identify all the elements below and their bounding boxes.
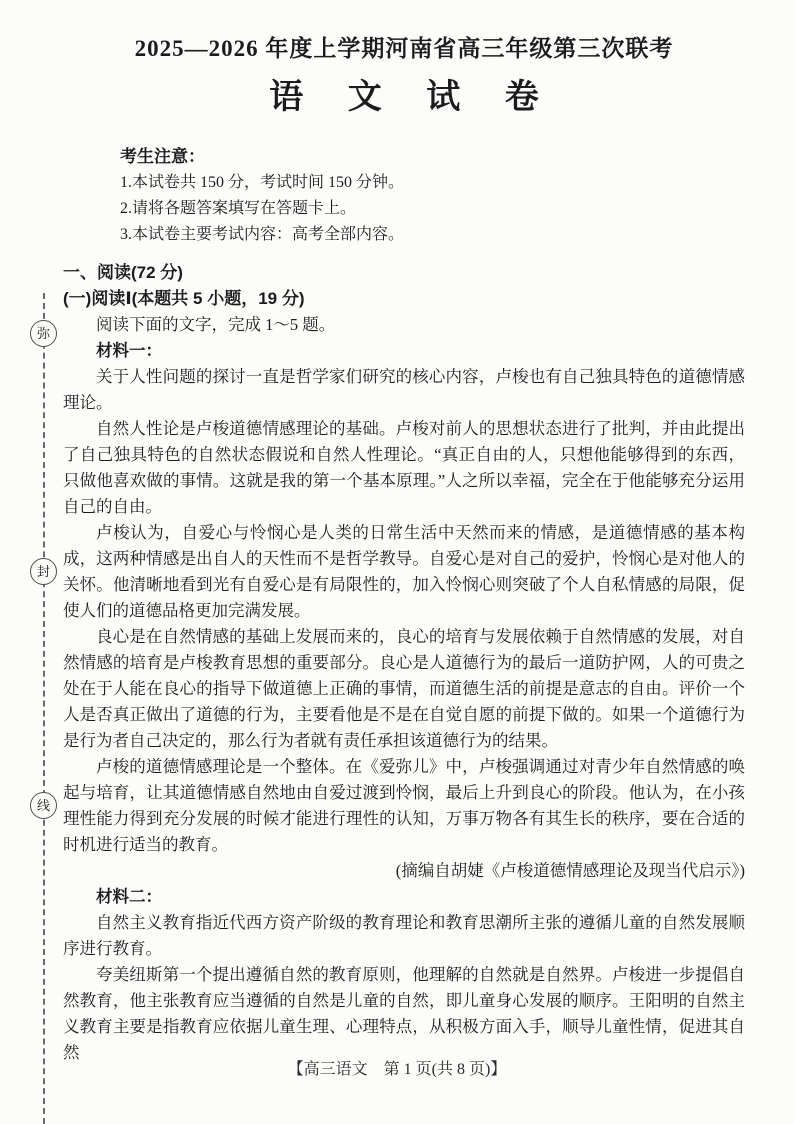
reading-instruction: 阅读下面的文字，完成 1～5 题。 — [96, 315, 336, 334]
material-2-paragraph: 自然主义教育指近代西方资产阶级的教育理论和教育思潮所主张的遵循儿童的自然发展顺序进行教育。 — [63, 913, 745, 958]
seal-char-xian: 线 — [30, 792, 57, 819]
section-heading-reading: 一、阅读(72 分) — [63, 263, 183, 282]
seal-char-feng: 封 — [30, 558, 57, 585]
notice-item: 2.请将各题答案填写在答题卡上。 — [120, 200, 357, 217]
candidate-notice — [120, 144, 745, 248]
seal-dashed-line — [43, 293, 45, 1124]
notice-heading: 考生注意： — [120, 147, 205, 166]
material-1-paragraph: 卢梭的道德情感理论是一个整体。在《爱弥儿》中，卢梭强调通过对青少年自然情感的唤起与培育，让其道德情感自然地由自爱过渡到怜悯，最后上升到良心的阶段。他认为，在小孩理性能力得到充分发展的时候才能进行理性的认知，万事万物各有其生长的秩序，要在合适的时机进行适当的教育。 — [63, 757, 745, 854]
material-1-label: 材料一： — [96, 342, 162, 360]
subsection-heading-reading-1: (一)阅读Ⅰ(本题共 5 小题，19 分) — [63, 289, 305, 308]
material-1-paragraph: 关于人性问题的探讨一直是哲学家们研究的核心内容，卢梭也有自己独具特色的道德情感理论。 — [63, 367, 745, 412]
page-content — [63, 0, 745, 1066]
notice-item: 1.本试卷共 150 分，考试时间 150 分钟。 — [120, 174, 405, 191]
material-2-label: 材料二： — [96, 888, 162, 906]
notice-item: 3.本试卷主要考试内容：高考全部内容。 — [120, 226, 405, 243]
material-2-paragraph: 夸美纽斯第一个提出遵循自然的教育原则，他理解的自然就是自然界。卢梭进一步提倡自然教育，他主张教育应当遵循的自然是儿童的自然，即儿童身心发展的顺序。王阳明的自然主义教育主要是指教育应依据儿童生理、心理特点，从积极方面入手，顺导儿童性情，促进其自然 — [63, 965, 745, 1062]
seal-char-mi: 弥 — [30, 320, 57, 347]
subject-title: 语 文 试 卷 — [269, 79, 557, 116]
material-1-paragraph: 良心是在自然情感的基础上发展而来的，良心的培育与发展依赖于自然情感的发展，对自然情感的培育是卢梭教育思想的重要部分。良心是人道德行为的最后一道防护网，人的可贵之处在于人能在良心的指导下做道德上正确的事情，而道德生活的前提是意志的自由。评价一个人是否真正做出了道德的行为，主要看他是不是在自觉自愿的前提下做的。如果一个道德行为是行为者自己决定的，那么行为者就有责任承担该道德行为的结果。 — [63, 627, 745, 750]
material-1-paragraph: 卢梭认为，自爱心与怜悯心是人类的日常生活中天然而来的情感，是道德情感的基本构成，这两种情感是出自人的天性而不是哲学教导。自爱心是对自己的爱护，怜悯心是对他人的关怀。他清晰地看到光有自爱心是有局限性的，加入怜悯心则突破了个人自私情感的局限，促使人们的道德品格更加完满发展。 — [63, 523, 745, 620]
material-1-attribution: (摘编自胡婕《卢梭道德情感理论及现当代启示》) — [395, 861, 745, 880]
page-footer: 【高三语文 第 1 页(共 8 页)】 — [287, 1061, 507, 1078]
material-1-paragraph: 自然人性论是卢梭道德情感理论的基础。卢梭对前人的思想状态进行了批判，并由此提出了自己独具特色的自然状态假说和自然人性理论。“真正自由的人，只想他能够得到的东西，只做他喜欢做的事情。这就是我的第一个基本原理。”人之所以幸福，完全在于他能够充分运用自己的自由。 — [63, 419, 745, 516]
exam-title: 2025—2026 年度上学期河南省高三年级第三次联考 — [134, 36, 674, 61]
